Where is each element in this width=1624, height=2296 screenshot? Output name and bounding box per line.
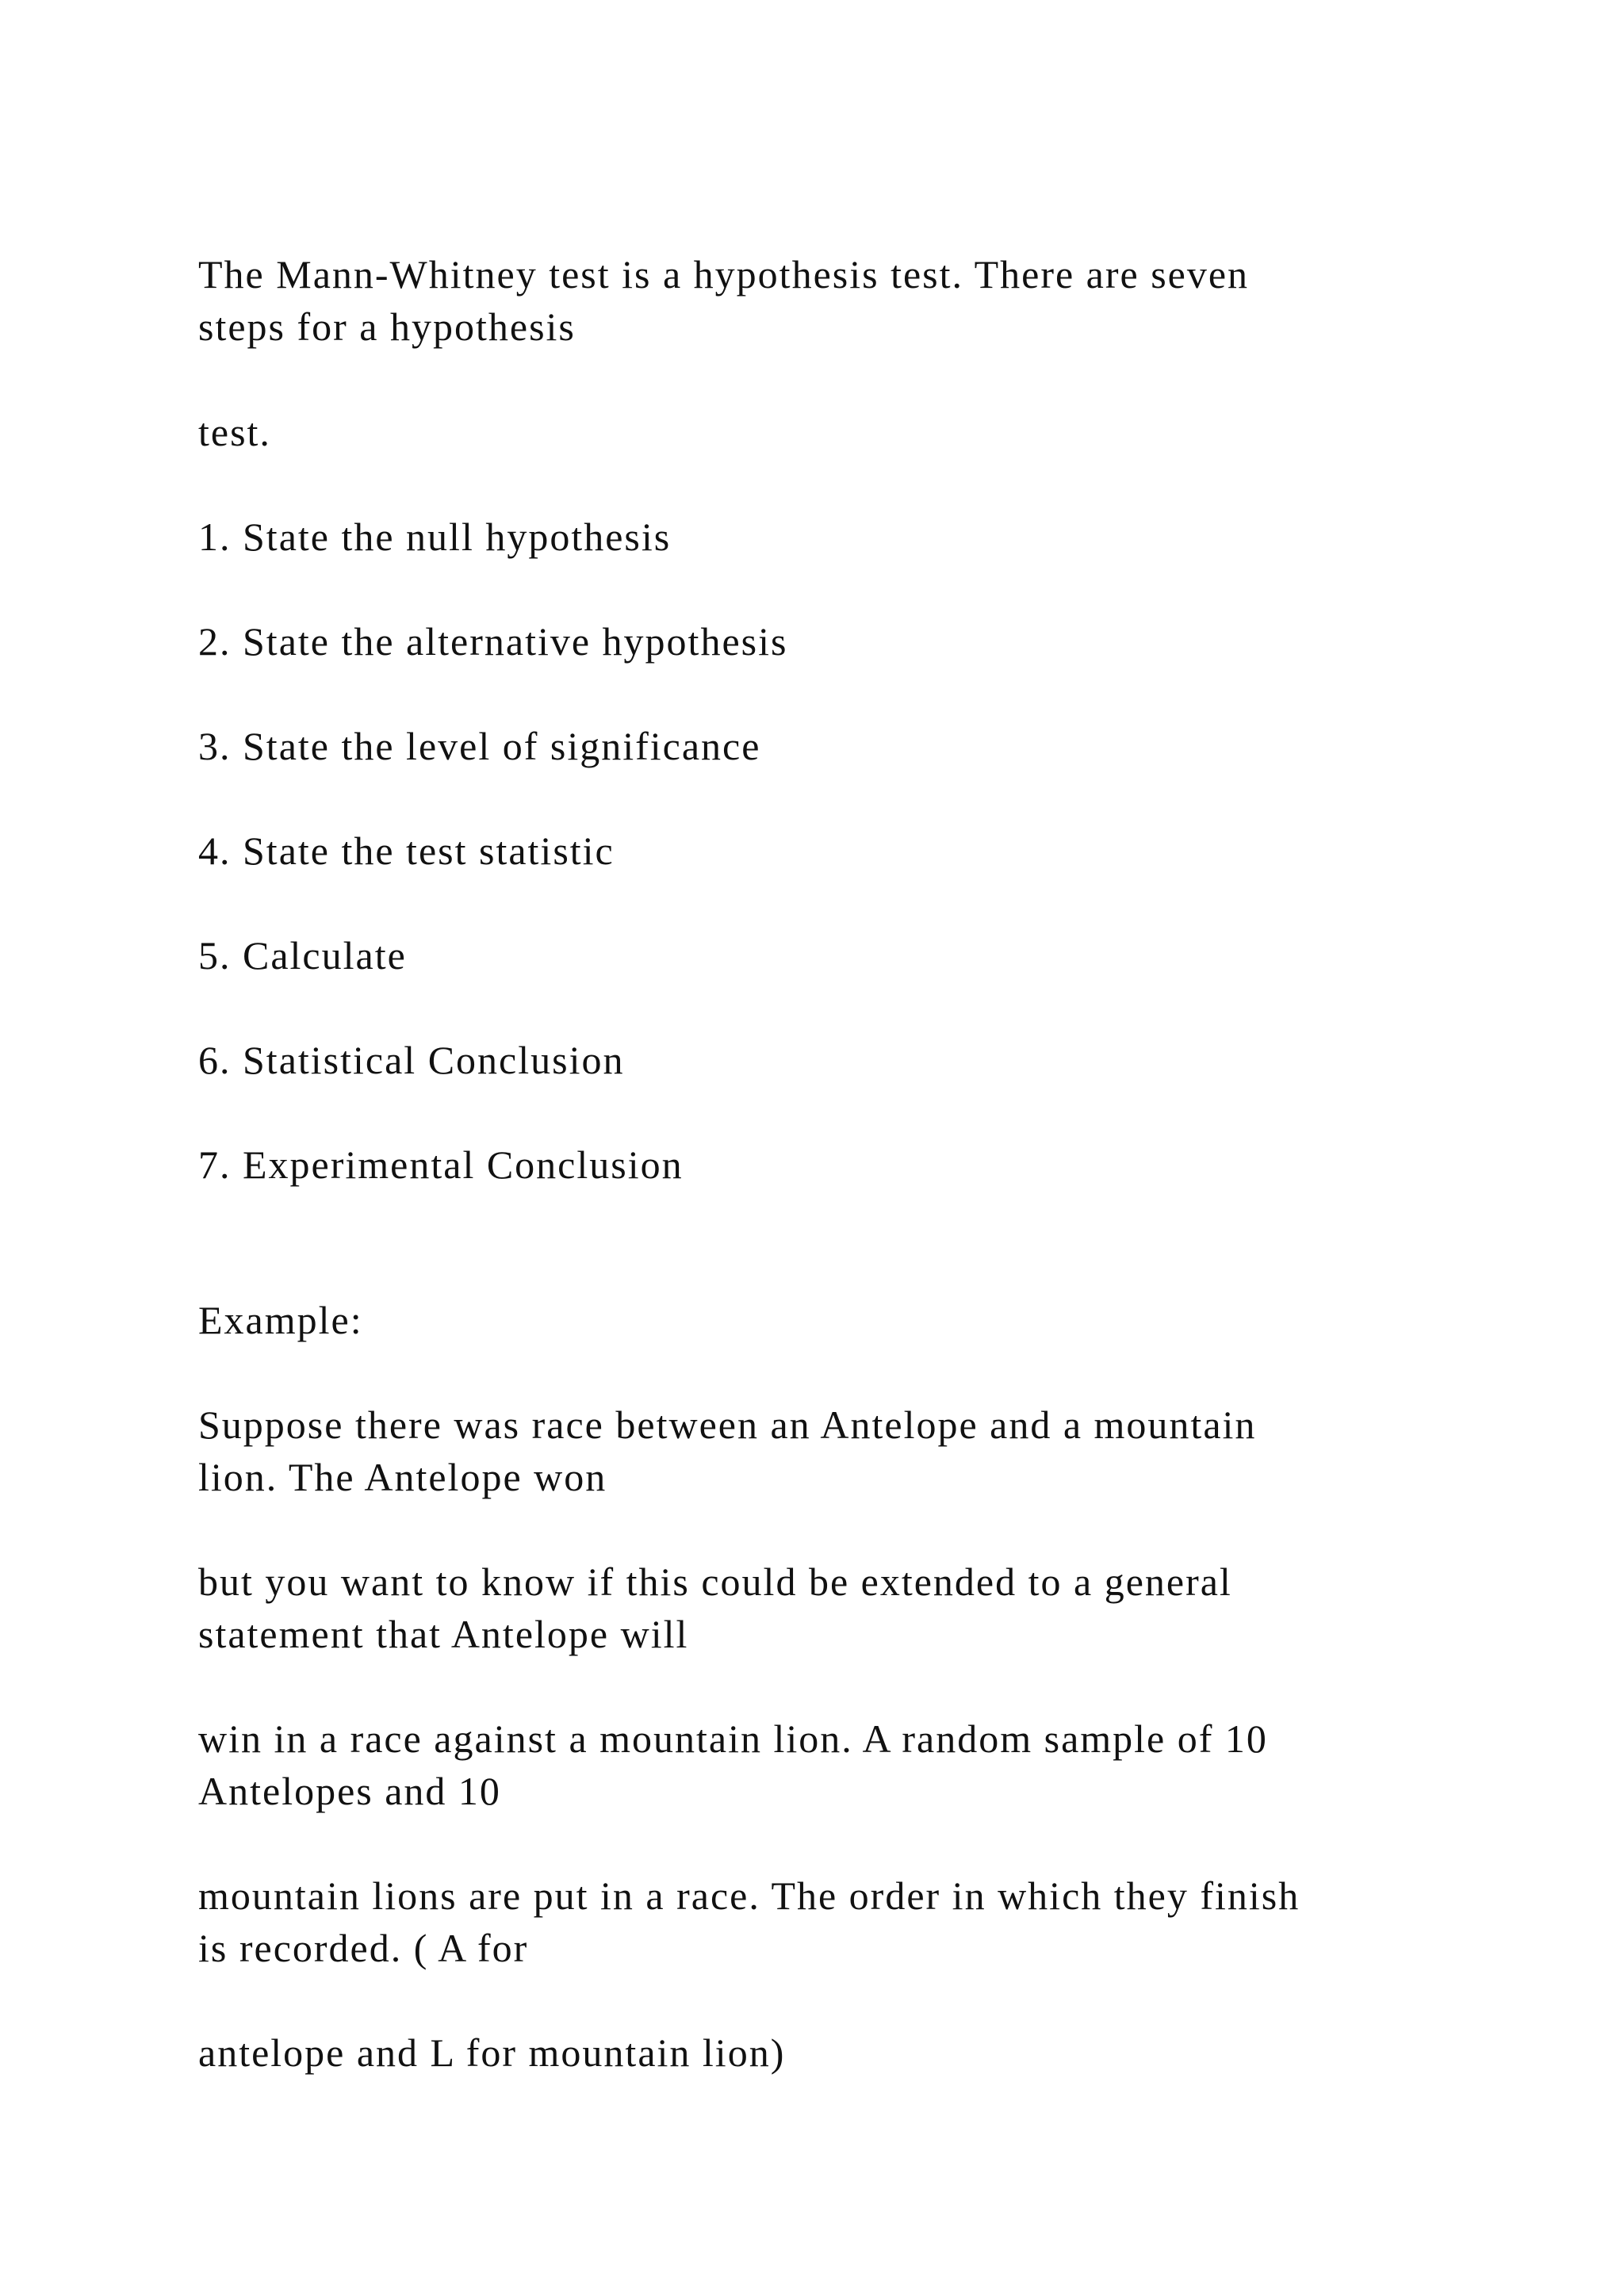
example-p3-line-1: win in a race against a mountain lion. A random sample of 10	[198, 1716, 1268, 1761]
step-5: 5. Calculate	[198, 933, 407, 978]
example-paragraph-3	[198, 1712, 1467, 1817]
example-p3-line-2: Antelopes and 10	[198, 1769, 501, 1813]
example-p2-line-2: statement that Antelope will	[198, 1612, 689, 1656]
example-paragraph-5: antelope and L for mountain lion)	[198, 2030, 786, 2075]
example-p2-line-1: but you want to know if this could be extended to a general	[198, 1559, 1232, 1604]
example-paragraph-2	[198, 1556, 1467, 1660]
intro-continuation: test.	[198, 410, 271, 454]
step-6: 6. Statistical Conclusion	[198, 1038, 625, 1082]
example-heading: Example:	[198, 1298, 363, 1342]
step-3: 3. State the level of significance	[198, 724, 761, 768]
intro-paragraph	[198, 248, 1467, 353]
example-p4-line-2: is recorded. ( A for	[198, 1926, 529, 1970]
example-paragraph-4	[198, 1869, 1467, 1974]
example-p1-line-1: Suppose there was race between an Antelope and a mountain	[198, 1402, 1257, 1447]
step-7: 7. Experimental Conclusion	[198, 1142, 684, 1187]
example-p1-line-2: lion. The Antelope won	[198, 1455, 607, 1499]
intro-line-1: The Mann-Whitney test is a hypothesis test. There are seven	[198, 252, 1250, 297]
example-p4-line-1: mountain lions are put in a race. The order in which they finish	[198, 1873, 1300, 1918]
step-1: 1. State the null hypothesis	[198, 515, 672, 559]
step-2: 2. State the alternative hypothesis	[198, 619, 788, 664]
intro-line-2: steps for a hypothesis	[198, 304, 576, 349]
example-paragraph-1	[198, 1399, 1467, 1503]
step-4: 4. State the test statistic	[198, 828, 615, 873]
